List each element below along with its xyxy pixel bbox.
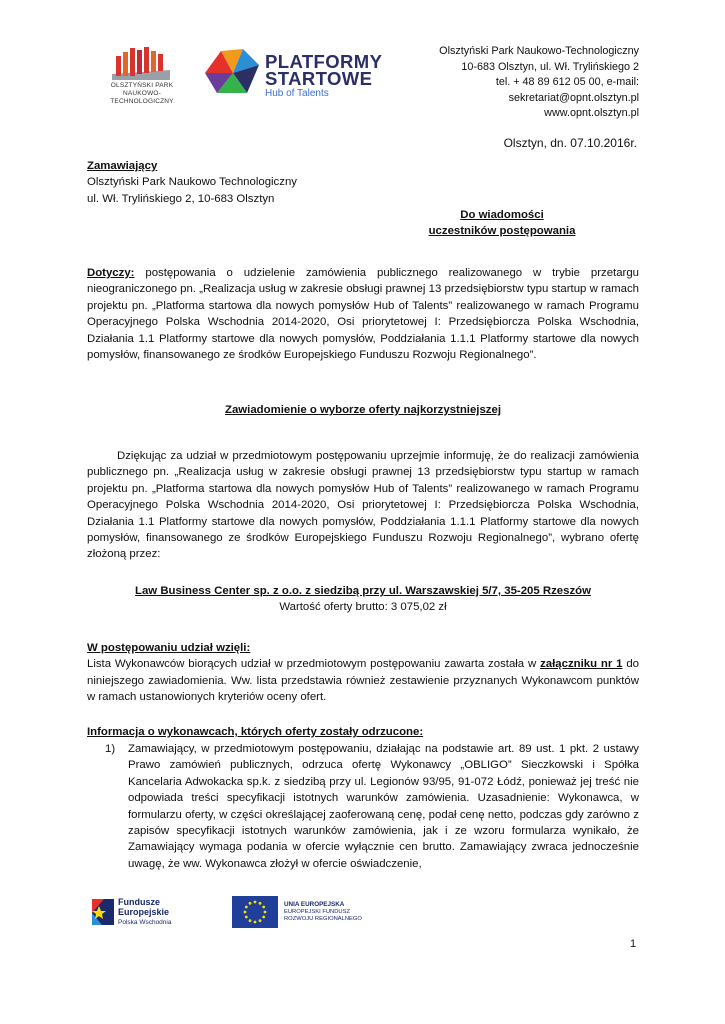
eu-logo-line3: ROZWOJU REGIONALNEGO bbox=[284, 916, 362, 922]
participants-block bbox=[87, 640, 639, 706]
dotyczy-text: postępowania o udzielenie zamówienia publicznego realizowanego w trybie przetargu nieograniczonego pn. „Realizacja usług w zakresie obsługi prawnej 13 przedsiębiorstw typu startup w ramach projektu pn. „Platforma startowa dla nowych pomysłów Hub of Talents” realizowanego w ramach Programu Operacyjnego Polska Wschodnia 2014-2020, Osi priorytetowej I: Przedsiębiorcza Polska Wschodnia, Działania 1.1 Platformy startowe dla nowych pomysłów, Poddziałania 1.1.1 Platformy startowe dla nowych pomysłów, finansowanego ze środków Europejskiego Funduszu Rozwoju Regionalnego”. bbox=[87, 267, 639, 362]
document-date: Olsztyn, dn. 07.10.2016r. bbox=[503, 136, 637, 150]
participants-text-before: Lista Wykonawców biorących udział w przedmiotowym postępowaniu zawarta została w bbox=[87, 658, 541, 671]
winner-block bbox=[87, 583, 639, 616]
zamawiajacy-label: Zamawiający bbox=[87, 160, 158, 172]
eu-logo-line2: EUROPEJSKI FUNDUSZ bbox=[284, 909, 351, 915]
rejected-heading-text: Informacja o wykonawcach, których oferty zostały odrzucone: bbox=[87, 726, 424, 738]
participants-heading: W postępowaniu udział wzięli: bbox=[87, 642, 251, 654]
contact-block bbox=[379, 44, 639, 122]
contact-website: www.opnt.olsztyn.pl bbox=[544, 107, 639, 120]
opnt-logo-text: OLSZTYŃSKI PARK NAUKOWO-TECHNOLOGICZNY bbox=[110, 82, 174, 105]
eu-flag-icon bbox=[232, 896, 278, 928]
participants-text bbox=[87, 656, 639, 705]
ps-logo-line3: Hub of Talents bbox=[265, 88, 329, 99]
fundusze-europejskie-logo bbox=[90, 895, 200, 931]
opnt-logo bbox=[92, 44, 192, 106]
contact-line: 10-683 Olsztyn, ul. Wł. Trylińskiego 2 bbox=[461, 60, 639, 73]
fe-logo-line3: Polska Wschodnia bbox=[118, 919, 172, 926]
dotyczy-label: Dotyczy: bbox=[87, 267, 135, 279]
rejected-heading bbox=[87, 724, 639, 740]
recipient-line1: Do wiadomości bbox=[460, 209, 544, 221]
contact-line: Olsztyński Park Naukowo-Technologiczny bbox=[439, 45, 639, 57]
fe-logo-line1: Fundusze bbox=[118, 897, 160, 907]
zamawiajacy-address: ul. Wł. Trylińskiego 2, 10-683 Olsztyn bbox=[87, 192, 275, 205]
recipient-line2: uczestników postępowania bbox=[428, 225, 576, 238]
winner-name: Law Business Center sp. z o.o. z siedzibą przy ul. Warszawskiej 5/7, 35-205 Rzeszów bbox=[135, 585, 591, 597]
fe-logo-line2: Europejskie bbox=[118, 907, 170, 917]
eu-logo-line1: UNIA EUROPEJSKA bbox=[284, 901, 345, 908]
platformy-startowe-logo bbox=[203, 47, 393, 99]
dotyczy-paragraph bbox=[87, 265, 639, 363]
winner-value: Wartość oferty brutto: 3 075,02 zł bbox=[279, 601, 447, 614]
list-item-number: 1) bbox=[105, 743, 116, 755]
eu-flag-logo bbox=[232, 896, 382, 930]
zamawiajacy-name: Olsztyński Park Naukowo Technologiczny bbox=[87, 176, 297, 189]
attachment-reference: załączniku nr 1 bbox=[540, 658, 623, 671]
contact-line: tel. + 48 89 612 05 00, e-mail: bbox=[495, 76, 639, 89]
platformy-startowe-icon bbox=[203, 47, 261, 97]
notice-title: Zawiadomienie o wyborze oferty najkorzystniejszej bbox=[225, 404, 501, 416]
page-number: 1 bbox=[630, 938, 637, 950]
list-item-text: Zamawiający, w przedmiotowym postępowaniu, działając na podstawie art. 89 ust. 1 pkt. 2 ustawy Prawo zamówień publicznych, odrzuca ofertę Wykonawcy „OBLIGO” Sieczkowski i Spółka Kancelaria Adwokacka sp.k. z siedzibą przy ul. Legionów 93/95, 91-072 Łódź, ponieważ jej treść nie odpowiada treści specyfikacji istotnych warunków zamówienia. Uzasadnienie: Wykonawca, w formularzu oferty, w części określającej zaoferowaną cenę, podał cenę netto, podczas gdy zarówno z zapisów specyfikacji istotnych warunków zamówienia, jak i ze wzoru formularza wynikało, że Zamawiający wymaga podania w ofercie wyłącznie cen brutto. Zamawiający zwraca jednocześnie uwagę, że ww. Wykonawca złożył w ofercie oświadczenie, bbox=[128, 743, 639, 870]
opnt-logo-icon bbox=[110, 44, 172, 82]
recipient-block bbox=[420, 207, 584, 240]
contact-email: sekretariat@opnt.olsztyn.pl bbox=[508, 91, 639, 104]
ps-logo-line2: STARTOWE bbox=[265, 68, 373, 89]
body-paragraph: Dziękując za udział w przedmiotowym postępowaniu uprzejmie informuję, że do realizacji zamówienia publicznego pn. „Realizacja usług w zakresie obsługi prawnej 13 przedsiębiorstw typu startup w ramach projektu pn. „Platforma startowa dla nowych pomysłów Hub of Talents” realizowanego w ramach Programu Operacyjnego Polska Wschodnia 2014-2020, Osi priorytetowej I: Przedsiębiorcza Polska Wschodnia, Działania 1.1 Platformy startowe dla nowych pomysłów, Poddziałania 1.1.1 Platformy startowe dla nowych pomysłów, finansowanego ze środków Europejskiego Funduszu Rozwoju Regionalnego”, wybrano ofertę złożoną przez: bbox=[87, 450, 639, 561]
zamawiajacy-block bbox=[87, 158, 639, 207]
fundusze-europejskie-icon bbox=[90, 897, 116, 927]
ps-logo-line1: PLATFORMY bbox=[265, 51, 383, 72]
participants-text-after: do niniejszego zawiadomienia. Ww. lista przedstawia również zestawienie przyznanych Wykonawcom punktów w ramach ustanowionych kryteriów oceny ofert. bbox=[87, 658, 640, 704]
